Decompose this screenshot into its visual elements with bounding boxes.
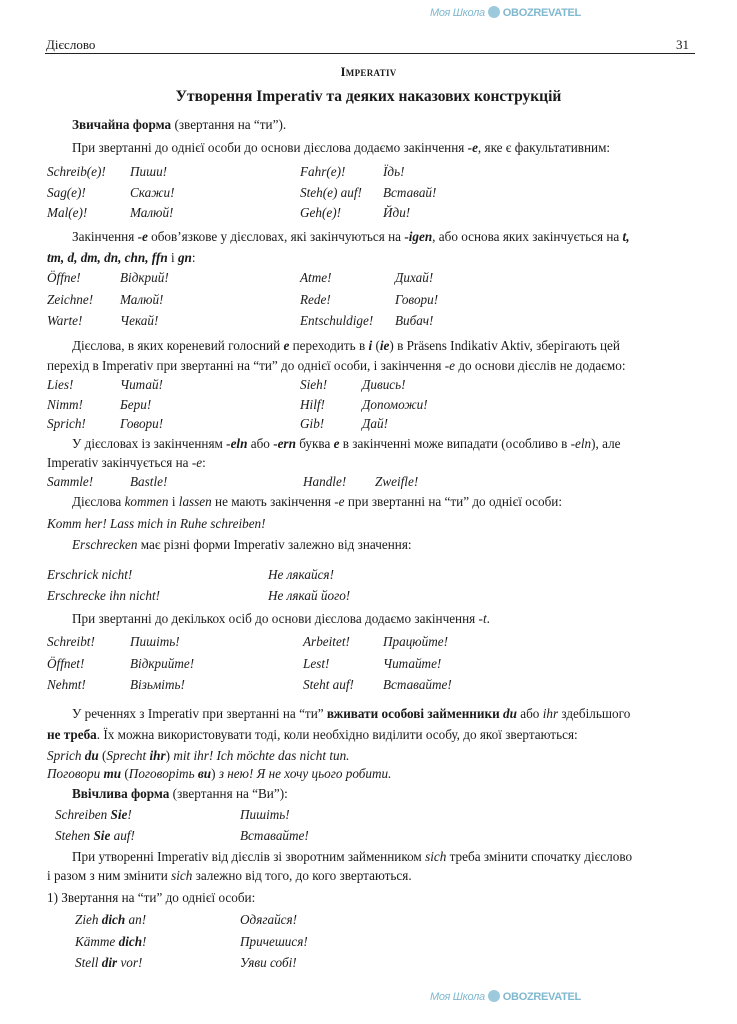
example-german: Steht auf! [303,677,354,692]
reflexive-pronoun: dich [101,912,126,927]
text-segment: lassen [178,494,212,509]
text-segment: переходить в [289,338,369,353]
paragraph-line [72,229,630,245]
example-translation: Малюй! [120,291,164,307]
example-translation: Відкрийте! [130,655,195,671]
paragraph-line [72,537,412,553]
example-german: Stehen Sie auf! [55,827,135,843]
example-german: Stell dir vor! [75,955,143,970]
text-segment: , або основа яких закінчується на [432,229,623,244]
example-sentence [47,516,266,532]
obozrevatel-logo-icon [488,6,500,18]
watermark-brand1: Моя Школа [430,7,485,19]
example-german: Steh(e) auf! [300,184,362,200]
text-segment: . Їх можна використовувати тоді, коли необхідно виділити особу, до якої звертаються: [96,727,578,742]
example-translation: Пиши! [130,164,168,179]
example-german: Zieh dich an! [75,912,147,927]
text-segment: t, [622,229,630,244]
paragraph-line [47,868,412,884]
text-segment: при звертанні на “ти” до однієї особи: [344,494,563,509]
text-segment: перехід в Imperativ при звертанні на “ти” до однієї особи, і закінчення [47,358,445,373]
paragraph-line [72,436,621,452]
example-german: Öffnet! [47,655,85,671]
example-translation: Говори! [395,291,439,307]
text-segment: i [368,338,373,353]
text-segment: і разом з ним змінити [47,868,172,883]
text-segment: ( [121,766,129,781]
example-german: Sag(e)! [47,184,86,200]
example-german: Gib! [300,416,325,431]
text-segment: здебільшого [558,706,631,721]
paragraph-line [72,706,630,722]
example-translation: Говори! [120,416,164,431]
text-segment: sich [425,849,447,864]
subheading-polite-form [72,786,288,802]
text-segment: не треба [47,727,97,742]
example-german: Schreib(e)! [47,164,106,179]
text-segment: або [247,436,274,451]
paragraph-line [72,140,610,156]
watermark-brand2: OBOZREVATEL [502,7,581,19]
text-segment: до основи дієслів не додаємо: [455,358,626,373]
text-segment: і [168,494,179,509]
text-segment: ( [98,748,107,763]
example-translation: Читайте! [383,655,442,671]
example-german: Schreiben Sie! [55,807,132,822]
text-segment: -e [334,494,345,509]
example-translation: Вибач! [395,313,434,328]
watermark-brand1: Моя Школа [430,991,485,1003]
text-segment: У дієсловах із закінченням [72,436,227,451]
obozrevatel-logo-icon [488,990,500,1002]
text-segment: -eln [570,436,592,451]
example-translation: Їдь! [383,164,405,179]
text-segment: не мають закінчення [211,494,335,509]
list-item-heading [47,890,255,906]
text-segment: Ввічлива форма [72,786,170,801]
example-translation: Причешися! [240,933,308,949]
text-segment: du [502,706,517,721]
text-segment: -t [478,611,487,626]
text-segment: -igen [404,229,433,244]
example-german: Zeichne! [47,291,94,307]
example-german: Warte! [47,313,83,328]
example-german: Hilf! [300,396,325,412]
text-segment: -e [444,358,456,373]
text-segment: треба змінити спочатку дієслово [446,849,633,864]
example-translation: Бери! [120,396,152,412]
text-segment: Поговоріть [128,766,198,781]
text-segment: ihr [542,706,559,721]
example-german: Öffne! [47,270,81,285]
example-german: Handle! [303,474,347,489]
example-german: Kämme dich! [75,933,147,949]
text-segment: -e [191,455,203,470]
example-german: Nimm! [47,396,83,412]
example-translation: Не лякайся! [268,567,334,582]
paragraph-line [47,250,196,266]
text-segment: При звертанні до однієї особи до основи дієслова додаємо закінчення [72,140,468,155]
text-segment: ви [197,766,212,781]
watermark [430,6,581,20]
text-segment: (звертання на “ти”). [171,117,287,132]
running-header-section: Дієслово [46,37,96,52]
text-segment: ) [165,748,174,763]
example-translation: Візьміть! [130,677,185,692]
reflexive-pronoun: Sie [110,807,128,822]
example-translation: Дивись! [362,377,406,392]
example-german: Schreibt! [47,634,95,649]
text-segment: обов’язкове у дієсловах, які закінчуються на [147,229,405,244]
text-segment: з нею! Я не хочу цього робити. [218,766,392,781]
section-heading: Imperativ [340,64,397,79]
text-segment: буква [295,436,334,451]
text-segment: Erschrecken [72,537,138,552]
example-translation: Пишіть! [130,634,180,649]
text-segment: 1) Звертання на “ти” до однієї особи: [47,890,256,905]
reflexive-pronoun: dir [101,955,118,970]
text-segment: -ern [273,436,296,451]
text-segment: . [486,611,490,626]
reflexive-pronoun: dich [118,933,143,949]
example-translation: Допоможи! [362,396,428,412]
text-segment: -e [467,140,478,155]
example-translation: Відкрий! [120,270,169,285]
example-german: Sieh! [300,377,328,392]
example-translation: Пишіть! [240,807,290,822]
text-segment: ) [211,766,219,781]
page-title: Утворення Imperativ та деяких наказових конструкцій [175,88,562,105]
text-segment: ( [372,338,380,353]
example-translation: Не лякай його! [268,587,351,603]
paragraph-line [47,727,578,743]
paragraph-line [47,455,206,471]
example-translation: Bastle! [130,474,168,489]
text-segment: Дієслова, в яких кореневий голосний [72,338,284,353]
text-segment: має різні форми Imperativ залежно від значення: [137,537,412,552]
text-segment: tm, d, dm, dn, chn, ffn [47,250,168,265]
text-segment: ти [103,766,122,781]
text-segment: sich [171,868,193,883]
example-translation [47,766,391,782]
text-segment: ), але [591,436,621,451]
example-translation: Дай! [362,416,388,431]
paragraph-line [72,849,632,865]
example-translation: Zweifle! [375,474,419,489]
text-segment: Sprich [47,748,85,763]
text-segment: e [333,436,340,451]
text-segment: e [283,338,290,353]
paragraph-line [72,611,490,627]
example-translation: Малюй! [130,205,174,220]
text-segment: Поговори [47,766,104,781]
example-translation: Працюйте! [383,634,448,649]
example-sentence [47,748,349,764]
example-german: Fahr(e)! [300,164,346,179]
text-segment: При утворенні Imperativ від дієслів зі зворотним займенником [72,849,426,864]
example-german: Geh(e)! [300,205,341,220]
paragraph-line [47,358,626,374]
example-translation: Дихай! [395,270,434,285]
text-segment: mit ihr! Ich möchte das nicht tun. [173,748,350,763]
watermark-brand2: OBOZREVATEL [502,991,581,1003]
example-german: Erschrecke ihn nicht! [47,587,161,603]
example-german: Mal(e)! [47,205,88,220]
example-german: Lies! [47,377,74,392]
paragraph-line [72,338,620,354]
example-german: Nehmt! [47,677,86,692]
example-german: Lest! [303,655,330,671]
reflexive-pronoun: Sie [93,827,111,843]
header-rule [45,53,695,54]
page-number: 31 [676,37,689,52]
watermark [430,990,581,1004]
text-segment: Дієслова [72,494,125,509]
text-segment: і [167,250,178,265]
text-segment: Закінчення [72,229,138,244]
example-translation: Чекай! [120,313,159,328]
text-segment: , яке є факультативним: [477,140,611,155]
text-segment: ie [379,338,390,353]
text-segment: або [516,706,543,721]
text-segment: gn [177,250,192,265]
text-segment: ihr [149,748,166,763]
text-segment: : [202,455,206,470]
text-segment: -eln [226,436,248,451]
example-german: Sammle! [47,474,94,489]
example-german: Entschuldige! [300,313,374,328]
text-segment: -e [137,229,148,244]
example-german: Sprich! [47,416,86,431]
example-translation: Уяви собі! [240,955,297,970]
text-segment: Sprecht [106,748,150,763]
example-german: Atme! [300,270,332,285]
text-segment: (звертання на “Ви”): [169,786,288,801]
example-german: Arbeitet! [303,634,350,649]
example-translation: Одягайся! [240,912,298,927]
text-segment: вживати особові займенники [326,706,503,721]
paragraph-line [72,494,562,510]
example-translation: Скажи! [130,184,175,200]
example-translation: Вставайте! [383,677,452,692]
example-translation: Йди! [383,205,411,220]
text-segment: du [84,748,99,763]
example-german: Erschrick nicht! [47,567,133,582]
example-translation: Читай! [120,377,163,392]
text-segment: ) в Präsens Indikativ Aktiv, зберігають цей [389,338,620,353]
text-segment: Komm her! Lass mich in Ruhe schreiben! [47,516,266,531]
text-segment: Imperativ закінчується на [47,455,192,470]
example-translation: Вставайте! [240,827,309,843]
example-german: Rede! [300,291,331,307]
text-segment: Звичайна форма [72,117,172,132]
subheading-ordinary-form [72,117,286,133]
text-segment: в закінченні може випадати (особливо в [339,436,571,451]
example-translation: Вставай! [383,184,437,200]
text-segment: kommen [124,494,169,509]
text-segment: При звертанні до декількох осіб до основи дієслова додаємо закінчення [72,611,479,626]
text-segment: : [191,250,196,265]
text-segment: У реченнях з Imperativ при звертанні на “ти” [72,706,327,721]
text-segment: залежно від того, до кого звертаються. [192,868,412,883]
